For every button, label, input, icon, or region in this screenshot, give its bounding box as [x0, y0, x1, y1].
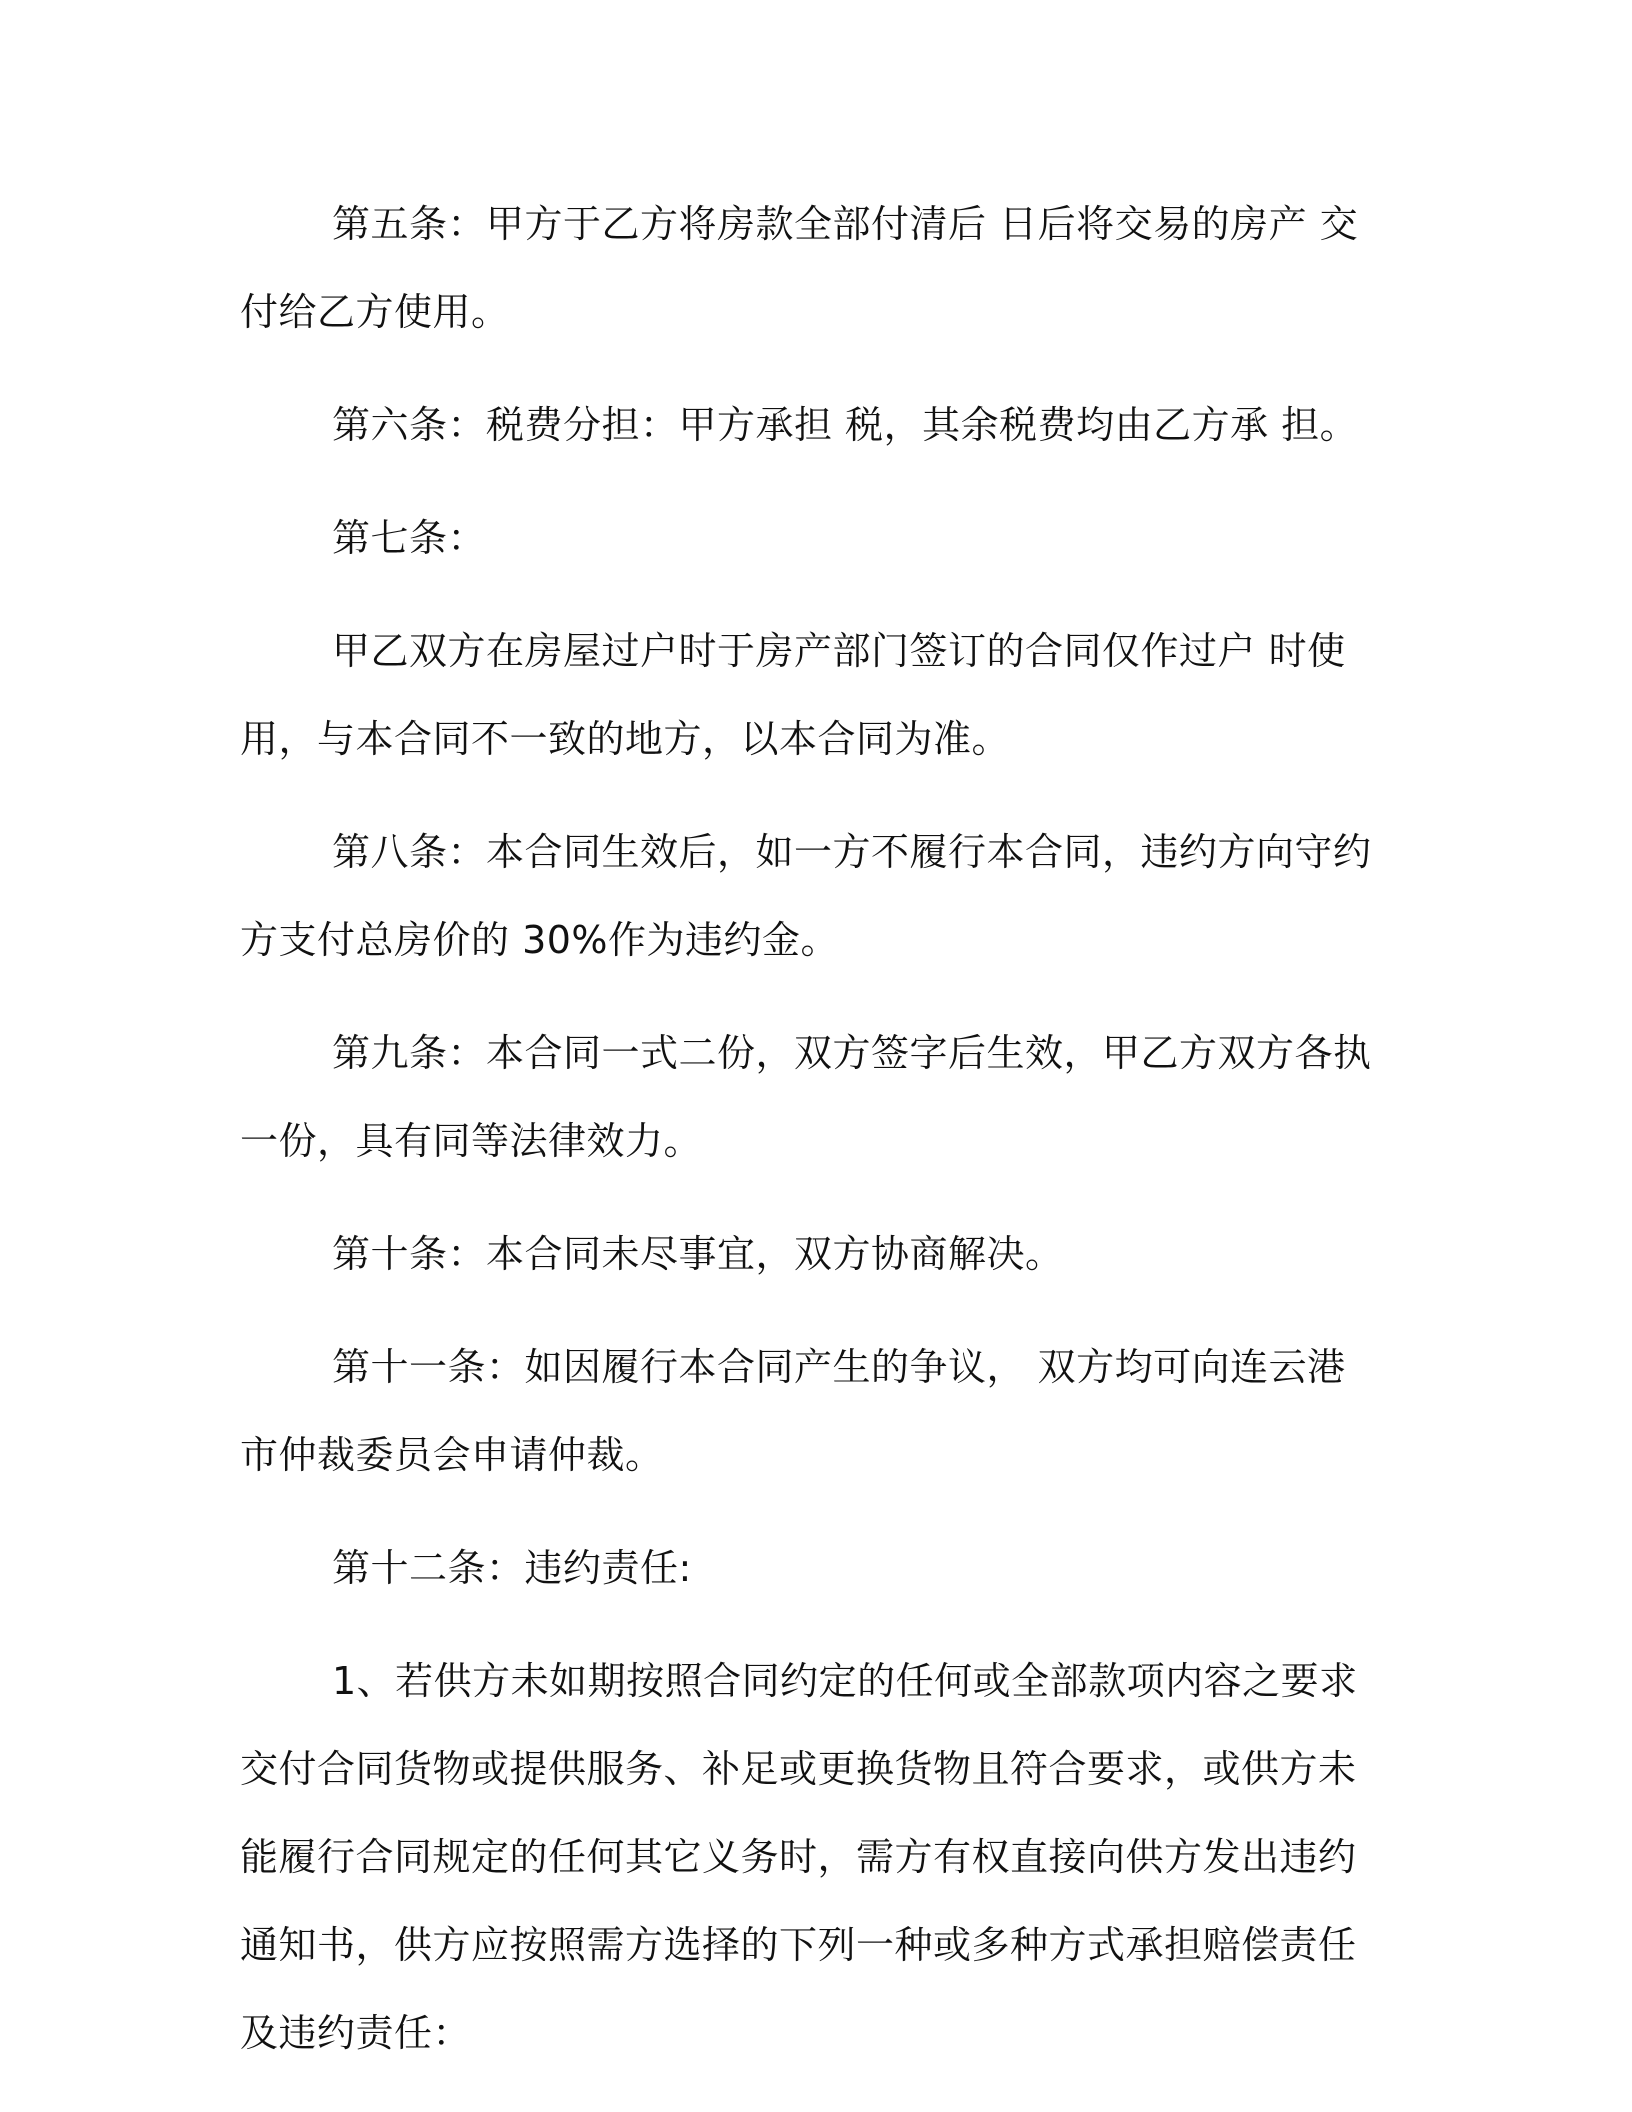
clause-8-paragraph: 第八条：本合同生效后，如一方不履行本合同，违约方向守约方支付总房价的 30%作为违约金。: [240, 830, 1372, 962]
clause-5-paragraph: 第五条：甲方于乙方将房款全部付清后 日后将交易的房产 交付给乙方使用。: [240, 202, 1359, 334]
clause-9-paragraph: 第九条：本合同一式二份，双方签字后生效，甲乙方双方各执一份，具有同等法律效力。: [240, 1031, 1372, 1163]
clause-10-paragraph: 第十条：本合同未尽事宜，双方协商解决。: [332, 1232, 1064, 1276]
clause-7-paragraph: 甲乙双方在房屋过户时于房产部门签订的合同仅作过户 时使用，与本合同不一致的地方，以本合同为准。: [240, 629, 1346, 761]
clause-6-paragraph: 第六条：税费分担：甲方承担 税，其余税费均由乙方承 担。: [332, 403, 1359, 447]
clause-11-paragraph: 第十一条：如因履行本合同产生的争议， 双方均可向连云港市仲裁委员会申请仲裁。: [240, 1345, 1346, 1477]
document-body: [240, 180, 1380, 2102]
clause-12-heading: 第十二条：违约责任:: [332, 1546, 692, 1590]
clause-7-heading: 第七条：: [332, 516, 487, 560]
clause-12-item-1-paragraph: 1、若供方未如期按照合同约定的任何或全部款项内容之要求交付合同货物或提供服务、补足或更换货物且符合要求，或供方未能履行合同规定的任何其它义务时，需方有权直接向供方发出违约通知书，供方应按照需方选择的下列一种或多种方式承担赔偿责任及违约责任：: [240, 1659, 1358, 2055]
